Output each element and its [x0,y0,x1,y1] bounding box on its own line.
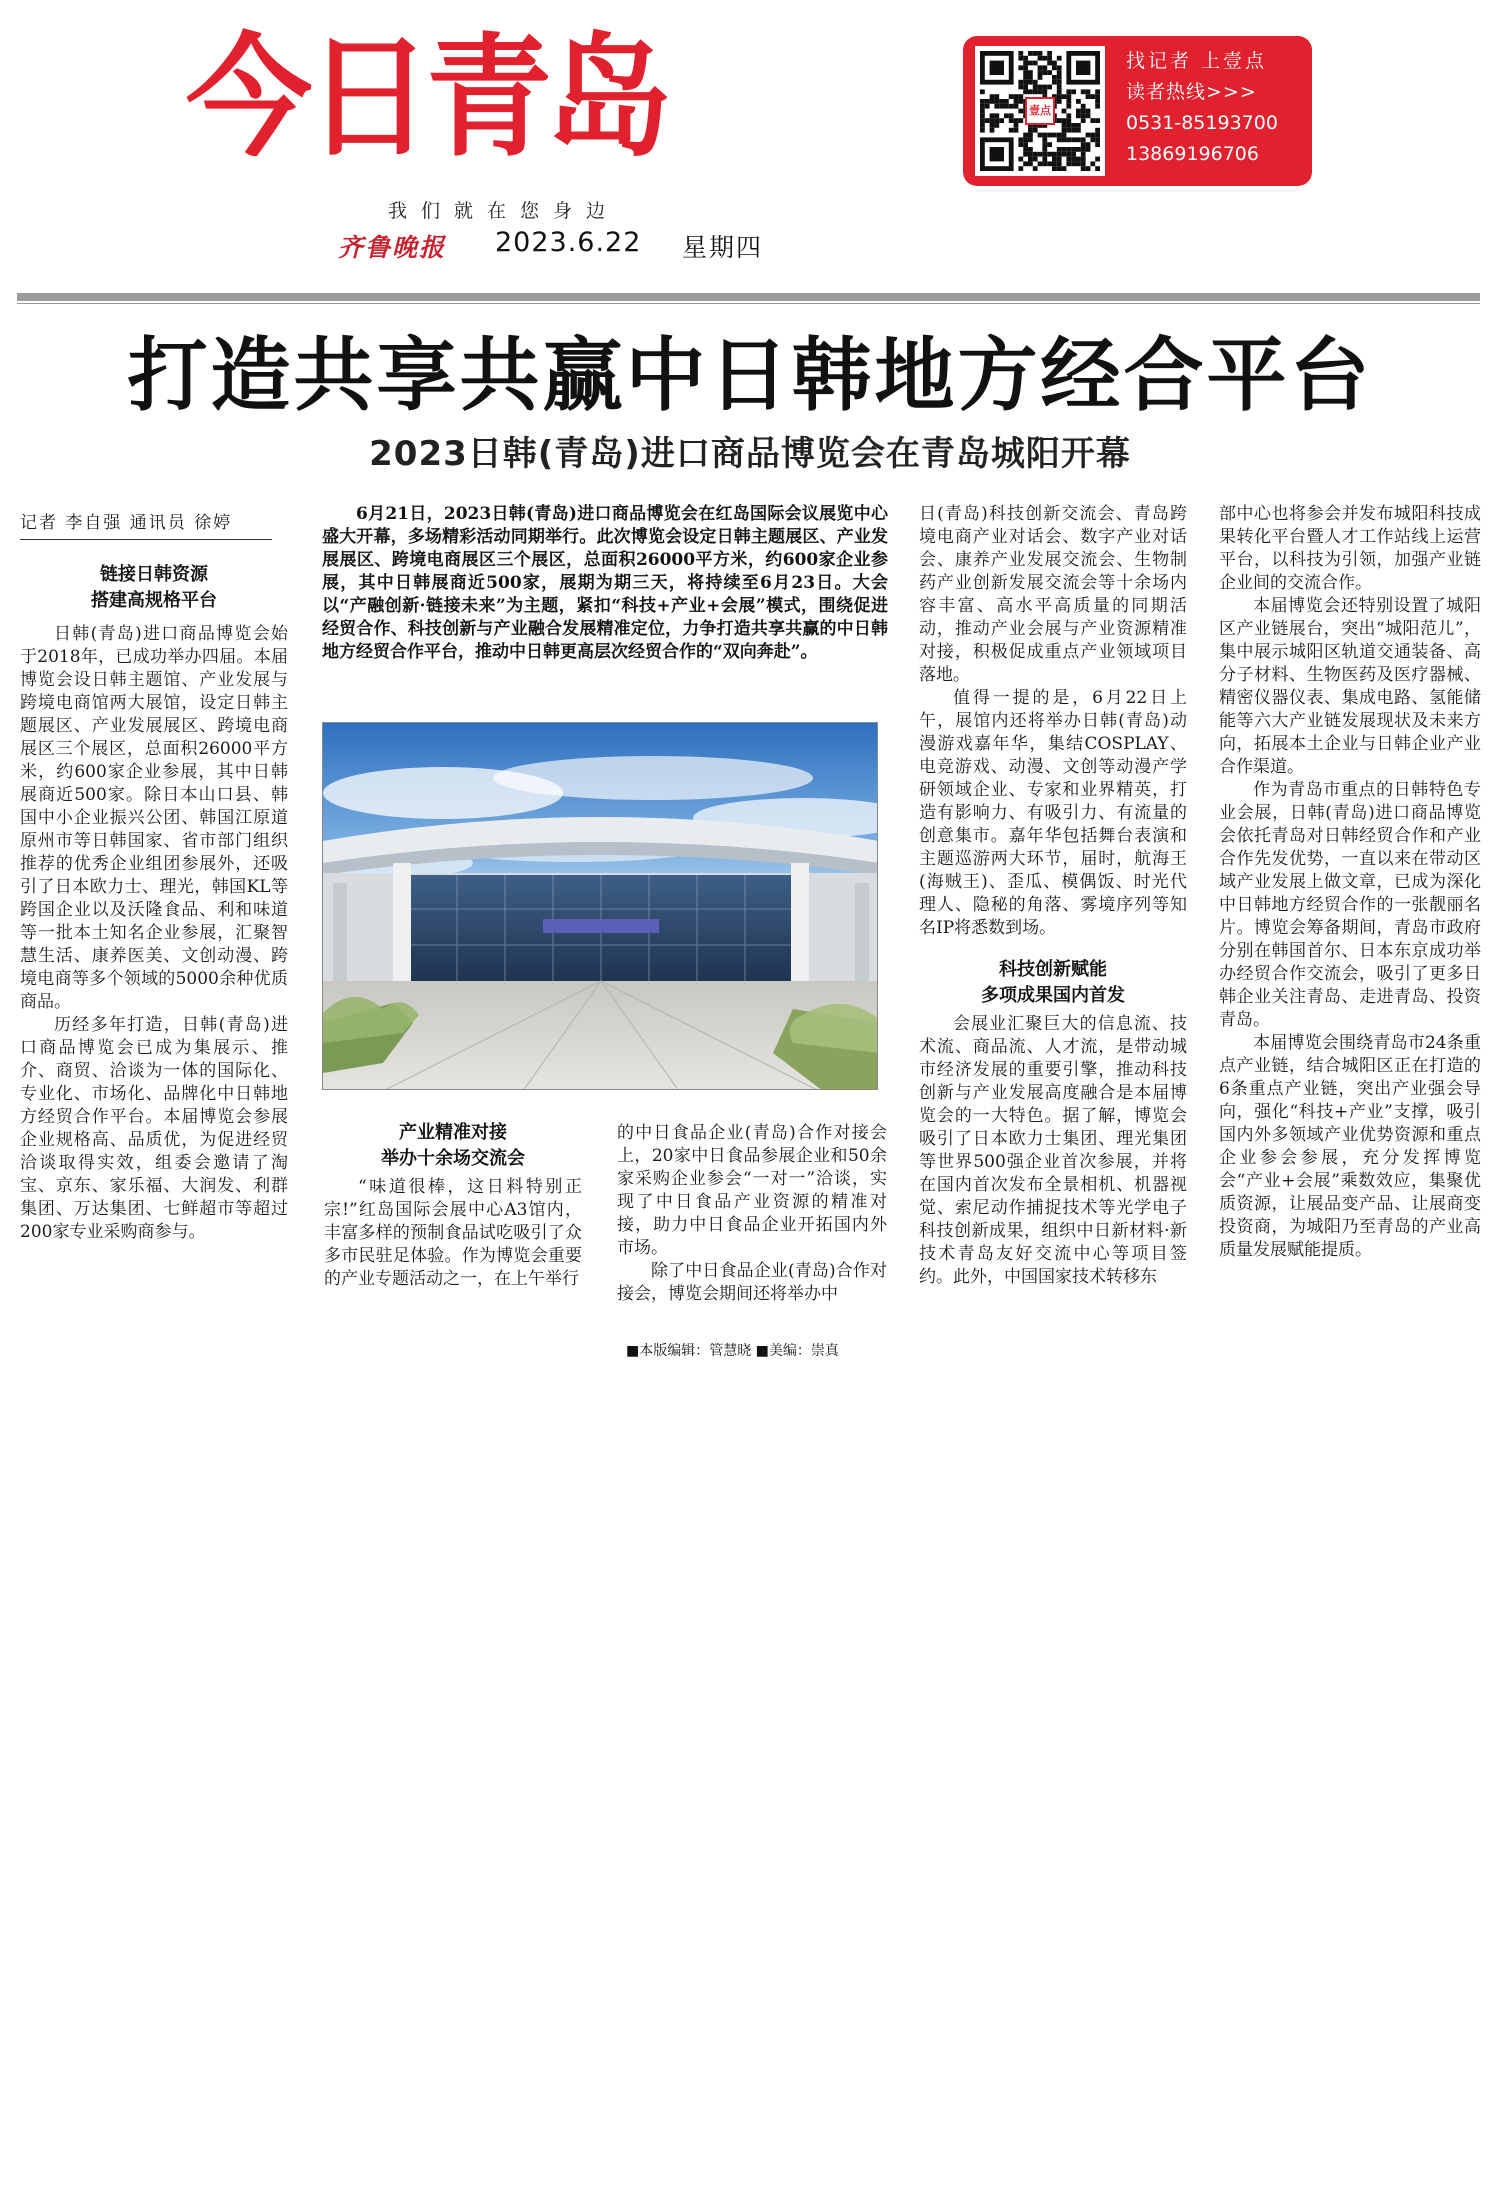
qr-module [1081,161,1086,166]
qr-module [1028,128,1033,133]
qr-module [1057,75,1062,80]
qr-module [1018,118,1023,123]
qr-module [1038,161,1043,166]
qr-module [1023,75,1028,80]
section-title-line: 多项成果国内首发 [981,985,1125,1006]
qr-module [1018,56,1023,61]
qr-module [1095,94,1100,99]
qr-module [1057,94,1062,99]
qr-module [1047,51,1052,56]
qr-module [1052,133,1057,138]
qr-finder [990,147,1004,161]
qr-module [1009,94,1014,99]
qr-module [1095,104,1100,109]
qr-module [1066,147,1071,152]
qr-module [1042,56,1047,61]
section-title-line: 搭建高规格平台 [91,590,217,611]
qr-module [1071,89,1076,94]
qr-module [980,128,985,133]
subheadline: 2023日韩(青岛)进口商品博览会在青岛城阳开幕 [369,434,1131,474]
qr-module [1038,65,1043,70]
qr-module [1095,128,1100,133]
qr-module [1047,61,1052,66]
qr-module [1090,161,1095,166]
qr-module [1062,137,1067,142]
qr-module [994,104,999,109]
photo-illustration [323,723,878,1090]
qr-module [1033,89,1038,94]
qr-module [1081,104,1086,109]
qr-module [1066,118,1071,123]
qr-module [1042,147,1047,152]
qr-module [1076,157,1081,162]
qr-module [1071,128,1076,133]
qr-module [999,104,1004,109]
qr-module [1047,161,1052,166]
promo-phone-1: 0531-85193700 [1126,112,1278,134]
section-title-3 [919,957,1187,1009]
qr-module [1052,157,1057,162]
qr-module [994,113,999,118]
paragraph-continued: 部中心也将参会并发布城阳科技成果转化平台暨人才工作站线上运营平台，以科技为引领，加强产业链企业间的交流合作。 [1219,504,1481,593]
qr-module [990,128,995,133]
qr-module [980,113,985,118]
qr-module [1033,157,1038,162]
qr-module [1066,137,1071,142]
masthead [0,0,1500,300]
slogan: 我们就在您身边 [388,200,620,222]
qr-module [994,99,999,104]
qr-module [1028,80,1033,85]
qr-module [1028,152,1033,157]
qr-module [1086,147,1091,152]
qr-module [1066,128,1071,133]
qr-module [999,99,1004,104]
qr-module [1014,94,1019,99]
qr-module [1009,128,1014,133]
paragraph: 值得一提的是，6月22日上午，展馆内还将举办日韩(青岛)动漫游戏嘉年华，集结COSPLAY、电竞游戏、动漫、文创等动漫产学研领域企业、专家和业界精英，打造有影响力、有吸引力、有流量的创意集市。嘉年华包括舞台表演和主题巡游两大环节，届时，航海王(海贼王)、歪瓜、模偶饭、时光代理人、隐秘的角落、雾境序列等知名IP将悉数到场。 [919,688,1187,938]
qr-module [1057,147,1062,152]
qr-module [1028,147,1033,152]
qr-module [1033,128,1038,133]
qr-module [999,118,1004,123]
qr-module [1052,152,1057,157]
qr-module [1062,152,1067,157]
qr-module [1028,70,1033,75]
qr-module [1009,104,1014,109]
qr-module [1023,80,1028,85]
qr-module [1009,118,1014,123]
qr-module [980,89,985,94]
qr-module [1047,56,1052,61]
qr-module [1057,152,1062,157]
qr-module [1071,161,1076,166]
article-lede: 6月21日，2023日韩(青岛)进口商品博览会在红岛国际会议展览中心盛大开幕，多场精彩活动同期举行。此次博览会设定日韩主题展区、产业发展展区、跨境电商展区三个展区，总面积26000平方米，约600家企业参展，其中日韩展商近500家，展期为期三天，将持续至6月23日。大会以“产融创新·链接未来”为主题，紧扣“科技+产业+会展”模式，围绕促进经贸合作、科技创新与产业融合发展精准定位，力争打造共享共赢的中日韩地方经贸合作平台，推动中日韩更高层次经贸合作的“双向奔赴”。 [322,504,888,662]
qr-module [1095,166,1100,171]
qr-module [1081,166,1086,171]
qr-module [1095,118,1100,123]
qr-module [1018,99,1023,104]
article-column-1 [20,623,288,1244]
qr-module [1071,157,1076,162]
qr-module [1042,137,1047,142]
qr-module [1004,113,1009,118]
qr-module [1014,118,1019,123]
promo-text [1126,46,1278,170]
qr-finder [990,61,1004,75]
qr-module [1028,75,1033,80]
qr-module [994,118,999,123]
qr-module [1066,123,1071,128]
qr-module [990,94,995,99]
qr-module [1047,70,1052,75]
qr-module [1095,137,1100,142]
qr-module [1047,85,1052,90]
qr-module [1062,123,1067,128]
qr-module [1042,65,1047,70]
qr-module [1081,147,1086,152]
qr-module [1014,123,1019,128]
qr-module [1081,142,1086,147]
masthead-rule-thin [17,303,1480,304]
qr-module [1095,142,1100,147]
qr-module [1018,51,1023,56]
qr-module [1023,137,1028,142]
paper-name: 齐鲁晚报 [338,233,447,262]
section-title-line: 科技创新赋能 [999,959,1107,980]
qr-module [1014,99,1019,104]
qr-module [1033,166,1038,171]
qr-module [1095,157,1100,162]
qr-module [1095,99,1100,104]
qr-module [1004,99,1009,104]
qr-module [985,99,990,104]
qr-module [1057,70,1062,75]
qr-module [1052,161,1057,166]
qr-module [1066,157,1071,162]
qr-module [1081,109,1086,114]
exhibition-center-photo [322,722,878,1090]
promo-line-reporter: 找记者 上壹点 [1126,50,1268,72]
qr-module [1042,133,1047,138]
qr-module [1018,94,1023,99]
qr-module [1086,166,1091,171]
paragraph: “味道很棒，这日料特别正宗!”红岛国际会展中心A3馆内，丰富多样的预制食品试吃吸引了众多市民驻足体验。作为博览会重要的产业专题活动之一，在上午举行 [324,1177,582,1289]
qr-module [1076,123,1081,128]
article-column-4 [919,503,1187,940]
qr-module [1062,166,1067,171]
qr-module [1023,133,1028,138]
qr-module [1081,113,1086,118]
qr-module [1066,94,1071,99]
qr-module [1023,70,1028,75]
qr-module [1033,80,1038,85]
qr-module [1086,142,1091,147]
qr-module [1071,147,1076,152]
qr-module [1023,61,1028,66]
qr-module [1023,89,1028,94]
qr-module [1090,94,1095,99]
qr-module [1071,152,1076,157]
qr-module [1057,85,1062,90]
qr-module [1076,137,1081,142]
qr-module [1033,85,1038,90]
qr-module [980,109,985,114]
section-title-1 [20,562,288,614]
qr-module [1076,147,1081,152]
qr-module [1047,133,1052,138]
qr-module [980,99,985,104]
qr-module [1018,80,1023,85]
qr-module [990,99,995,104]
qr-module [1028,161,1033,166]
qr-code-icon[interactable] [975,46,1105,176]
qr-module [1009,113,1014,118]
qr-module [1028,137,1033,142]
qr-module [1028,61,1033,66]
paragraph: 历经多年打造，日韩(青岛)进口商品博览会已成为集展示、推介、商贸、洽谈为一体的国际化、专业化、市场化、品牌化中日韩地方经贸合作平台。本届博览会参展企业规格高、品质优，为促进经贸洽谈取得实效，组委会邀请了淘宝、京东、家乐福、大润发、利群集团、万达集团、七鲜超市等超过200家专业采购商参与。 [20,1015,288,1242]
paragraph: 会展业汇聚巨大的信息流、技术流、商品流、人才流，是带动城市经济发展的重要引擎，推动科技创新与产业发展高度融合是本届博览会的一大特色。据了解，博览会吸引了日本欧力士集团、理光集团等世界500强企业首次参展，并将在国内首次发布全景相机、机器视觉、索尼动作捕捉技术等光学电子科技创新成果，组织中日新材料·新技术青岛友好交流中心等项目签约。此外，中国国家技术转移东 [919,1014,1187,1287]
issue-weekday: 星期四 [682,233,764,262]
paragraph-continued: 的中日食品企业(青岛)合作对接会上，20家中日食品参展企业和50余家采购企业参会“一对一”洽谈，实现了中日食品产业资源的精准对接，助力中日食品企业开拓国内外市场。 [617,1123,887,1258]
qr-module [1086,94,1091,99]
qr-module [1047,142,1052,147]
qr-module [1057,80,1062,85]
qr-module [1033,61,1038,66]
section-title-2 [324,1120,582,1172]
qr-center-logo: 壹点 [1025,97,1055,125]
qr-module [980,118,985,123]
qr-module [1086,133,1091,138]
qr-module [1057,133,1062,138]
qr-module [1066,89,1071,94]
qr-module [994,123,999,128]
qr-module [1090,118,1095,123]
qr-finder [1076,61,1090,75]
qr-module [1095,133,1100,138]
qr-module [1062,94,1067,99]
paragraph-continued: 日(青岛)科技创新交流会、青岛跨境电商产业对话会、数字产业对话会、康养产业发展交流会、生物制药产业创新发展交流会等十余场内容丰富、高水平高质量的同期活动，推动产业会展与产业资源精准对接，积极促成重点产业领域项目落地。 [919,504,1187,685]
qr-module [1038,152,1043,157]
article-column-4-bottom [919,1013,1187,1289]
qr-module [1042,89,1047,94]
article-column-2 [324,1176,582,1291]
qr-module [990,113,995,118]
qr-module [1076,113,1081,118]
qr-module [1095,89,1100,94]
qr-module [1033,152,1038,157]
qr-module [1057,157,1062,162]
qr-module [1081,89,1086,94]
qr-module [1038,89,1043,94]
qr-module [1018,65,1023,70]
qr-module [1023,142,1028,147]
qr-module [980,123,985,128]
qr-module [1081,157,1086,162]
qr-module [1066,161,1071,166]
qr-module [1071,123,1076,128]
qr-module [1062,128,1067,133]
qr-module [1042,152,1047,157]
section-title-line: 链接日韩资源 [100,564,208,585]
qr-module [1028,51,1033,56]
qr-module [1038,133,1043,138]
qr-module [1038,56,1043,61]
qr-module [1090,137,1095,142]
reader-hotline-box [963,36,1312,186]
qr-module [1066,152,1071,157]
qr-module [1076,99,1081,104]
qr-module [1076,161,1081,166]
promo-line-hotline: 读者热线>>> [1126,81,1257,103]
promo-phone-2: 13869196706 [1126,143,1259,165]
byline: 记者 李自强 通讯员 徐婷 [20,508,272,540]
qr-module [1023,65,1028,70]
qr-module [1004,104,1009,109]
qr-module [1052,65,1057,70]
qr-module [1052,166,1057,171]
qr-module [1023,147,1028,152]
qr-module [1033,51,1038,56]
qr-module [1086,89,1091,94]
qr-module [980,104,985,109]
qr-module [1062,109,1067,114]
article-column-3 [617,1122,887,1306]
qr-module [1028,133,1033,138]
qr-module [1018,109,1023,114]
qr-module [1038,51,1043,56]
qr-module [1018,137,1023,142]
qr-module [1038,70,1043,75]
qr-module [1014,104,1019,109]
qr-module [1090,133,1095,138]
newspaper-logo: 今日青岛 [186,20,666,175]
qr-module [1028,89,1033,94]
paragraph: 作为青岛市重点的日韩特色专业会展，日韩(青岛)进口商品博览会依托青岛对日韩经贸合作和产业合作先发优势，一直以来在带动区域产业发展上做文章，已成为深化中日韩地方经贸合作的一张靓丽名片。博览会筹备期间，青岛市政府分别在韩国首尔、日本东京成功举办经贸合作交流会，吸引了更多日韩企业关注青岛、走进青岛、投资青岛。 [1219,780,1481,1030]
qr-module [1028,157,1033,162]
qr-module [990,123,995,128]
qr-module [1057,99,1062,104]
section-title-line: 产业精准对接 [399,1122,507,1143]
qr-module [1057,161,1062,166]
qr-module [1071,137,1076,142]
qr-module [985,104,990,109]
qr-module [1023,85,1028,90]
qr-module [1038,75,1043,80]
qr-module [1062,133,1067,138]
qr-module [1066,113,1071,118]
qr-module [1076,128,1081,133]
qr-module [985,118,990,123]
section-title-line: 举办十余场交流会 [381,1148,525,1169]
qr-module [1038,85,1043,90]
headline: 打造共享共赢中日韩地方经合平台 [127,328,1373,422]
qr-module [1057,56,1062,61]
qr-module [1081,137,1086,142]
qr-module [1023,56,1028,61]
qr-module [1042,142,1047,147]
qr-module [1086,113,1091,118]
qr-module [1062,147,1067,152]
paragraph: 除了中日食品企业(青岛)合作对接会，博览会期间还将举办中 [617,1261,887,1304]
qr-module [1066,104,1071,109]
qr-module [1047,152,1052,157]
qr-module [1042,70,1047,75]
qr-module [990,118,995,123]
qr-module [1057,89,1062,94]
qr-module [1018,157,1023,162]
qr-module [1042,85,1047,90]
paragraph: 本届博览会还特别设置了城阳区产业链展台，突出“城阳范儿”，集中展示城阳区轨道交通装备、高分子材料、生物医药及医疗器械、精密仪器仪表、集成电路、氢能储能等六大产业链发展现状及未来方向，拓展本土企业与日韩企业产业合作渠道。 [1219,596,1481,777]
qr-module [1062,118,1067,123]
qr-module [1018,166,1023,171]
qr-module [1052,75,1057,80]
qr-module [1057,65,1062,70]
qr-module [1018,85,1023,90]
qr-module [1042,157,1047,162]
qr-module [1081,118,1086,123]
qr-module [1052,61,1057,66]
paragraph: 本届博览会围绕青岛市24条重点产业链，结合城阳区正在打造的6条重点产业链，突出产业强会导向，强化“科技+产业”支撑，吸引国内外多领域产业优势资源和重点企业参会参展，充分发挥博览会“产业+会展”乘数效应，集聚优质资源，让展品变产品、让展商变投资商，为城阳乃至青岛的产业高质量发展赋能提质。 [1219,1033,1481,1260]
qr-module [994,94,999,99]
qr-module [1081,152,1086,157]
qr-module [1086,109,1091,114]
qr-module [1014,128,1019,133]
article-column-5 [1219,503,1481,1262]
masthead-rule [17,293,1480,301]
page-credits: ■本版编辑：管慧晓 ■美编：崇真 [626,1343,839,1359]
qr-module [1042,161,1047,166]
qr-module [1023,152,1028,157]
qr-module [1052,80,1057,85]
issue-date: 2023.6.22 [495,227,642,258]
qr-module [1018,142,1023,147]
qr-module [1057,118,1062,123]
qr-module [1076,109,1081,114]
qr-module [1023,161,1028,166]
paragraph: 日韩(青岛)进口商品博览会始于2018年，已成功举办四届。本届博览会设日韩主题馆、产业发展与跨境电商馆两大展馆，设定日韩主题展区、产业发展展区、跨境电商展区三个展区，总面积26000平方米，约600家企业参展，其中日韩展商近500家。除日本山口县、韩国中小企业振兴公团、韩国江原道原州市等日韩国家、省市部门组织推荐的优秀企业组团参展外，还吸引了日本欧力士、理光，韩国KL等跨国企业以及沃隆食品、利和味道等一批本土知名企业参展，汇聚智慧生活、康养医美、文创动漫、跨境电商等多个领域的5000余种优质商品。 [20,624,288,1012]
qr-module [1057,166,1062,171]
qr-module [1057,137,1062,142]
qr-module [1066,99,1071,104]
